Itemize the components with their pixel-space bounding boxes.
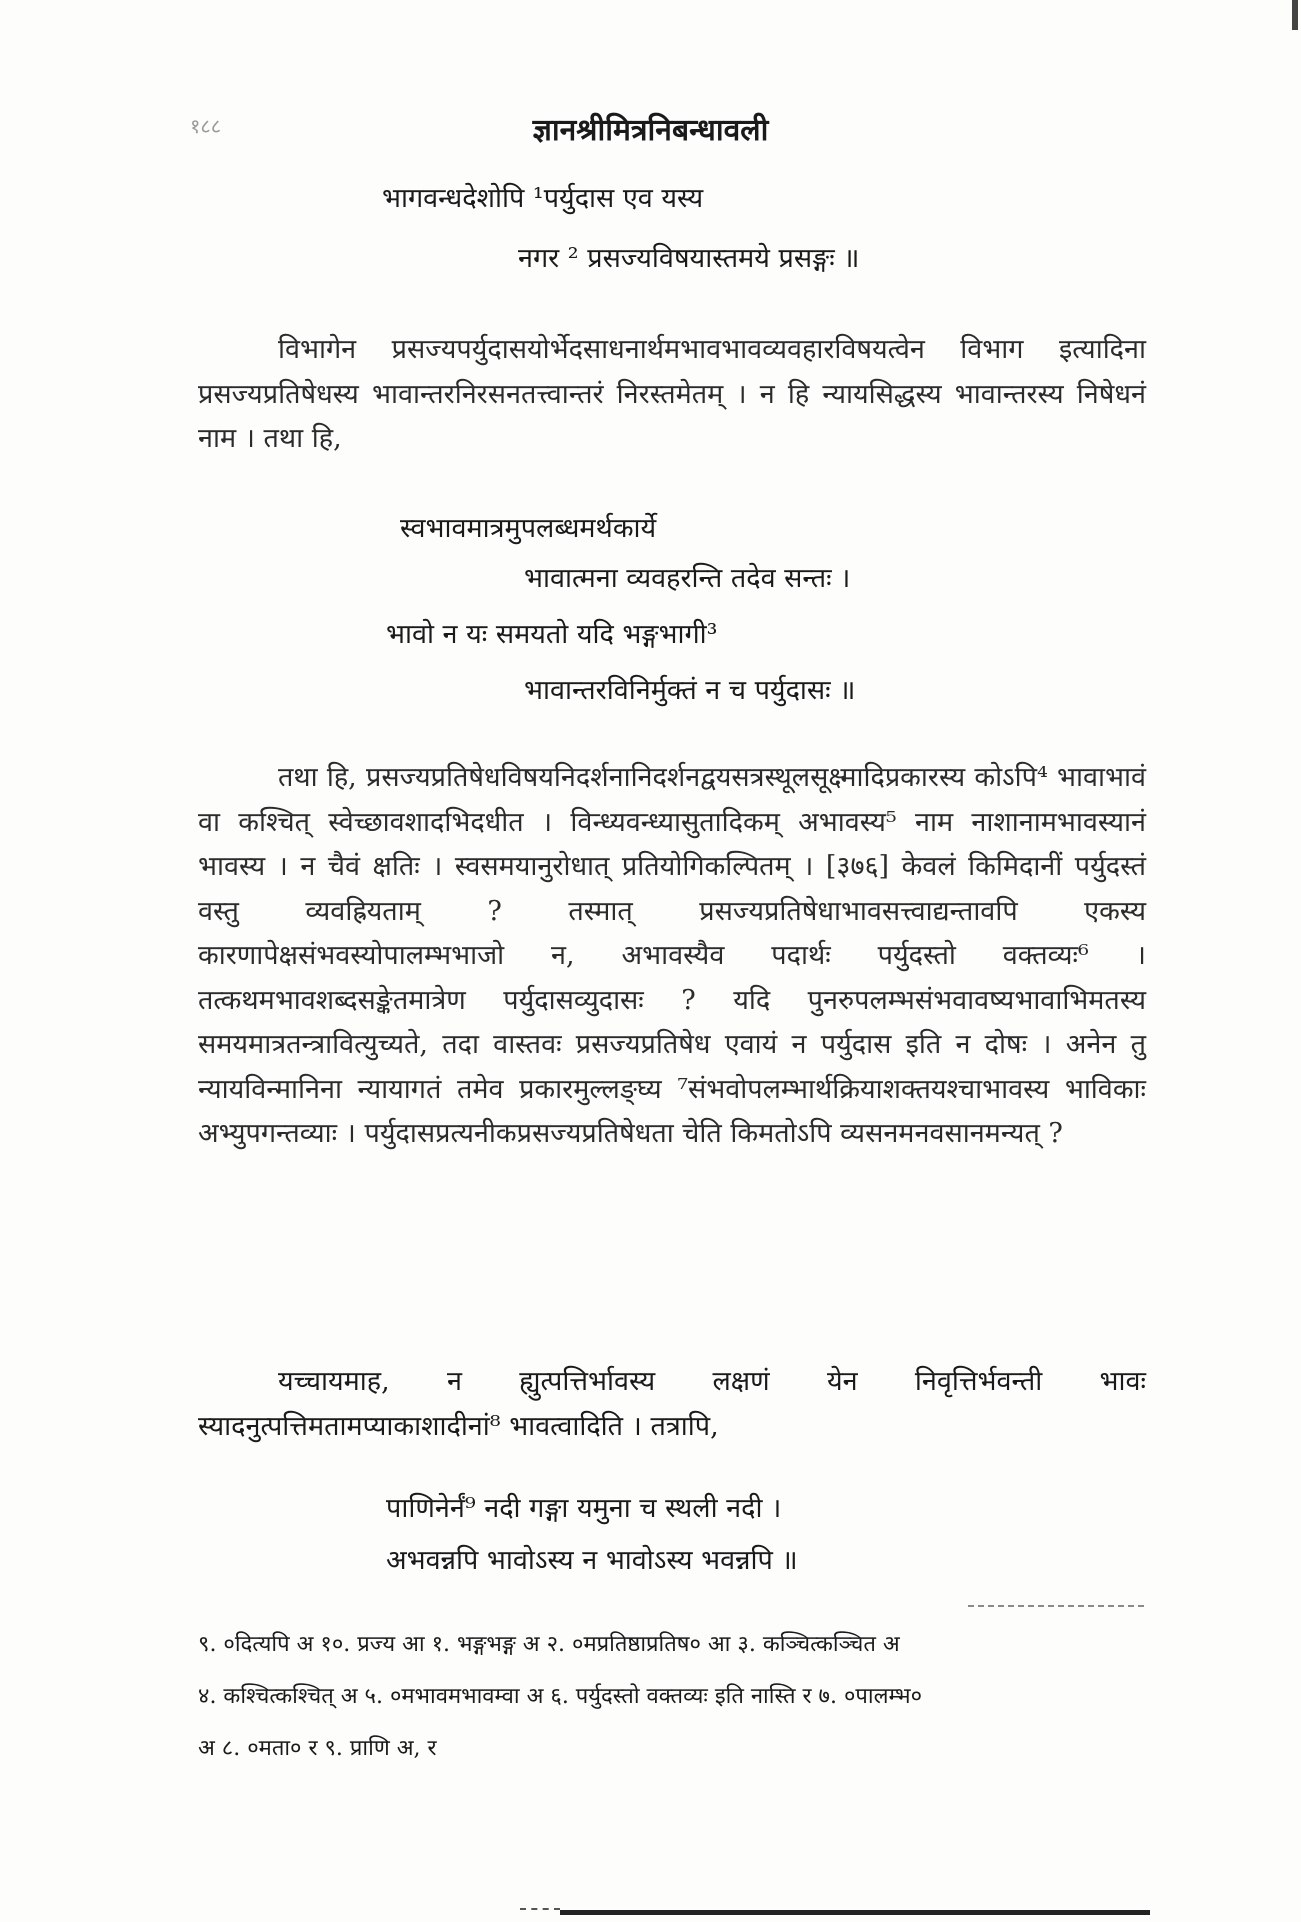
scan-edge-bar	[560, 1910, 1150, 1915]
verse-3-line-2: अभवन्नपि भावोऽस्य न भावोऽस्य भवन्नपि ॥	[386, 1545, 798, 1576]
paragraph-1: विभागेन प्रसज्यपर्युदासयोर्भेदसाधनार्थमभावभावव्यवहारविषयत्वेन विभाग इत्यादिना प्रसज्यप्रतिषेधस्य भावान्तरनिरसनतत्त्वान्तरं निरस्तमेतम् । न हि न्यायसिद्धस्य भावान्तरस्य निषेधनं नाम । तथा हि,	[198, 334, 1146, 454]
verse-2-line-2: भावात्मना व्यवहरन्ति तदेव सन्तः ।	[524, 563, 851, 594]
verse-3-line-1: पाणिनेर्नं⁹ नदी गङ्गा यमुना च स्थली नदी ।	[386, 1493, 782, 1524]
paragraph-2: तथा हि, प्रसज्यप्रतिषेधविषयनिदर्शनानिदर्शनद्वयसत्रस्थूलसूक्ष्मादिप्रकारस्य कोऽपि⁴ भावाभावं वा कश्चित् स्वेच्छावशादभिदधीत । विन्ध्यवन्ध्यासुतादिकम् अभावस्य⁵ नाम नाशानामभावस्यानं भावस्य । न चैवं क्षतिः । स्वसमयानुरोधात् प्रतियोगिकल्पितम् । [३७६] केवलं किमिदानीं पर्युदस्तं वस्तु व्यवह्रियताम् ? तस्मात् प्रसज्यप्रतिषेधाभावसत्त्वाद्यन्तावपि एकस्य कारणापेक्षसंभवस्योपालम्भभाजो न, अभावस्यैव पदार्थः पर्युदस्तो वक्तव्यः⁶ । तत्कथमभावशब्दसङ्केतमात्रेण पर्युदासव्युदासः ? यदि पुनरुपलम्भसंभवावष्यभावाभिमतस्य समयमात्रतन्त्रावित्युच्यते, तदा वास्तवः प्रसज्यप्रतिषेध एवायं न पर्युदास इति न दोषः । अनेन तु न्यायविन्मानिना न्यायागतं तमेव प्रकारमुल्लङ्घ्य ⁷संभवोपलम्भार्थक्रियाशक्तयश्चाभावस्य भाविकाः अभ्युपगन्तव्याः । पर्युदासप्रत्यनीकप्रसज्यप्रतिषेधता चेति किमतोऽपि व्यसनमनवसानमन्यत् ?	[198, 762, 1146, 1149]
verse-1-line-2: नगर ² प्रसज्यविषयास्तमये प्रसङ्गः ॥	[518, 243, 860, 274]
page-number: १८८	[190, 114, 222, 138]
verse-2-line-1: स्वभावमात्रमुपलब्धमर्थकार्ये	[400, 513, 657, 544]
running-title: ज्ञानश्रीमित्रनिबन्धावली	[532, 113, 769, 148]
verse-1-line-1: भागवन्धदेशोपि ¹पर्युदास एव यस्य	[382, 183, 704, 214]
verse-2-line-4: भावान्तरविनिर्मुक्तं न च पर्युदासः ॥	[524, 675, 856, 706]
scan-edge-mark	[1292, 0, 1298, 30]
paragraph-3: यच्चायमाह, न ह्युत्पत्तिर्भावस्य लक्षणं येन निवृत्तिर्भवन्ती भावः स्यादनुत्पत्तिमतामप्याकाशादीनां⁸ भावत्वादिति । तत्रापि,	[198, 1366, 1146, 1442]
verse-2-line-3: भावो न यः समयतो यदि भङ्गभागी³	[386, 619, 718, 650]
scan-edge-dash	[520, 1908, 560, 1910]
footnote-line-3: अ ८. ०मता० र ९. प्राणि अ, र	[198, 1736, 437, 1761]
footnote-line-1: ९. ०दित्यपि अ १०. प्रज्य आ १. भङ्गभङ्ग अ २. ०मप्रतिष्ठाप्रतिष० आ ३. कञ्चित्कञ्चित अ	[198, 1632, 900, 1657]
footnote-separator	[968, 1605, 1144, 1607]
footnote-line-2: ४. कश्चित्कश्चित् अ ५. ०मभावमभावम्वा अ ६. पर्युदस्तो वक्तव्यः इति नास्ति र ७. ०पालम्भ०	[198, 1684, 923, 1709]
